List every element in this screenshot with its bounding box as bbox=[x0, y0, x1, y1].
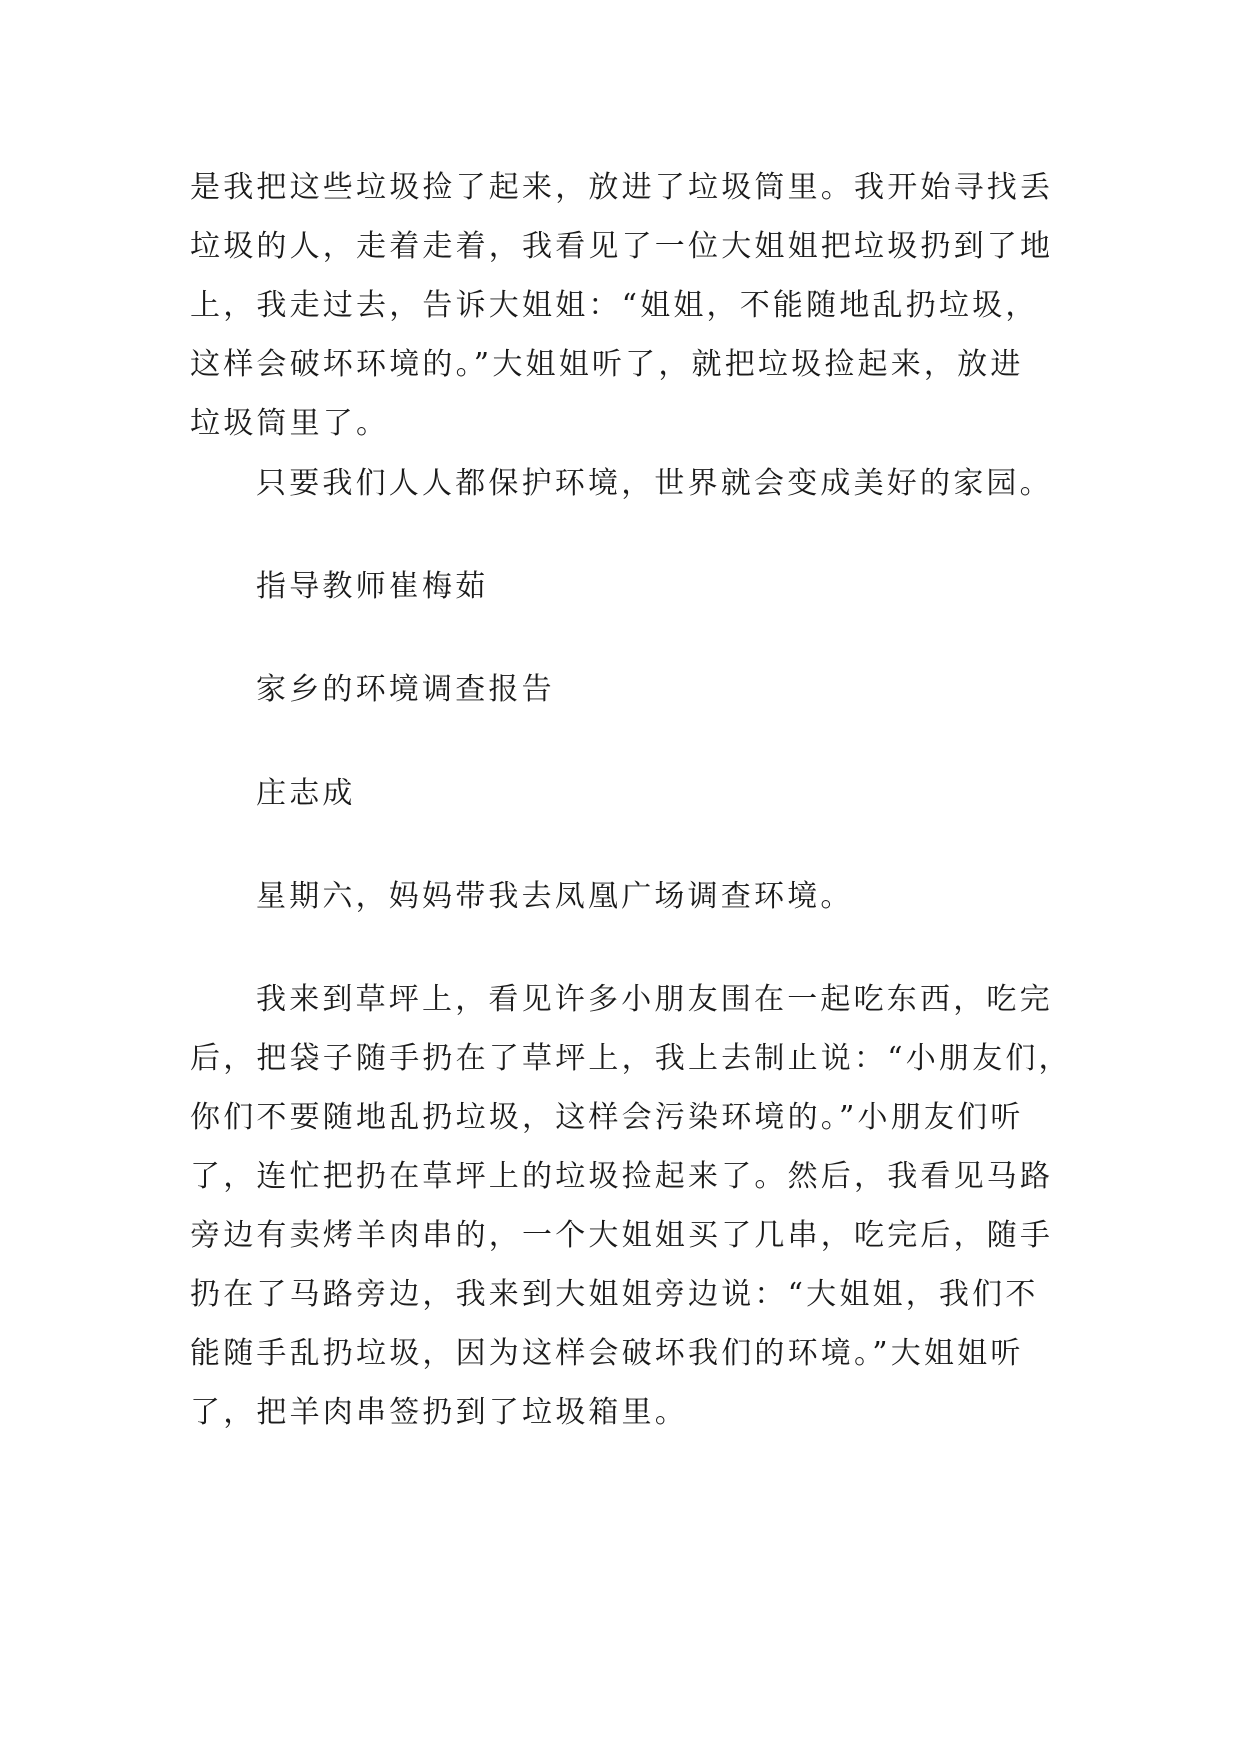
text-line: 了，把羊肉串签扔到了垃圾箱里。 bbox=[190, 1395, 688, 1430]
text-line: 星期六，妈妈带我去凤凰广场调查环境。 bbox=[256, 879, 854, 914]
text-line: 上，我走过去，告诉大姐姐：“姐姐，不能随地乱扔垃圾， bbox=[190, 288, 1039, 323]
text-line: 庄志成 bbox=[256, 776, 356, 811]
paragraph-intro bbox=[190, 867, 1070, 926]
text-line: 后，把袋子随手扔在了草坪上，我上去制止说：“小朋友们， bbox=[190, 1041, 1072, 1076]
text-line: 你们不要随地乱扔垃圾，这样会污染环境的。”小朋友们听 bbox=[190, 1100, 1024, 1135]
text-line: 是我把这些垃圾捡了起来，放进了垃圾筒里。我开始寻找丢 bbox=[190, 170, 1054, 205]
text-line: 垃圾筒里了。 bbox=[190, 406, 390, 441]
text-line: 我来到草坪上，看见许多小朋友围在一起吃东西，吃完 bbox=[256, 982, 1053, 1017]
text-line: 扔在了马路旁边，我来到大姐姐旁边说：“大姐姐，我们不 bbox=[190, 1277, 1039, 1312]
text-line: 旁边有卖烤羊肉串的，一个大姐姐买了几串，吃完后，随手 bbox=[190, 1218, 1054, 1253]
author-name bbox=[190, 764, 1070, 823]
paragraph-conclusion bbox=[190, 454, 1070, 513]
text-line: 了，连忙把扔在草坪上的垃圾捡起来了。然后，我看见马路 bbox=[190, 1159, 1054, 1194]
text-line: 这样会破坏环境的。”大姐姐听了，就把垃圾捡起来，放进 bbox=[190, 347, 1024, 382]
text-line: 能随手乱扔垃圾，因为这样会破坏我们的环境。”大姐姐听 bbox=[190, 1336, 1024, 1371]
paragraph-observation bbox=[190, 970, 1070, 1442]
text-line: 家乡的环境调查报告 bbox=[256, 672, 555, 707]
report-title bbox=[190, 660, 1070, 719]
text-line: 指导教师崔梅茹 bbox=[256, 569, 489, 604]
text-line: 垃圾的人，走着走着，我看见了一位大姐姐把垃圾扔到了地 bbox=[190, 229, 1054, 264]
teacher-credit bbox=[190, 557, 1070, 616]
text-line: 只要我们人人都保护环境，世界就会变成美好的家园。 bbox=[256, 466, 1053, 501]
paragraph-trash-pickup bbox=[190, 158, 1070, 453]
